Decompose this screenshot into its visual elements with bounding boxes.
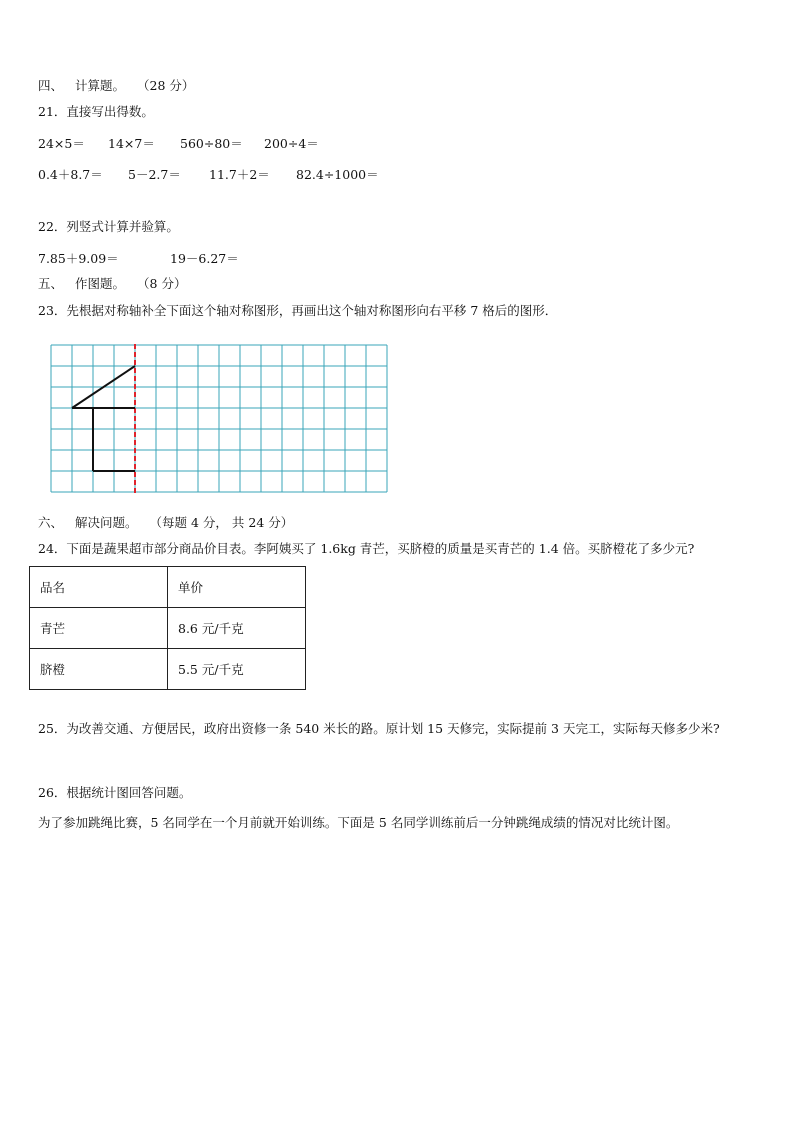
expression: 5－2.7＝ (128, 167, 181, 182)
expression: 14×7＝ (108, 136, 155, 151)
expression: 82.4÷1000＝ (296, 167, 379, 182)
q23-grid-figure (50, 344, 388, 496)
table-row (30, 649, 306, 690)
section-6-heading (38, 515, 293, 531)
expression: 200÷4＝ (264, 136, 319, 151)
section-5-number: 五、 (38, 276, 64, 291)
expression: 11.7＋2＝ (209, 167, 270, 182)
table-cell: 青芒 (30, 608, 168, 649)
expression: 7.85＋9.09＝ (38, 251, 119, 266)
table-row (30, 608, 306, 649)
section-5-title: 作图题。 (75, 276, 126, 291)
section-4-title: 计算题。 (75, 78, 126, 93)
table-header-cell: 品名 (30, 567, 168, 608)
q22-title: 22．列竖式计算并验算。 (38, 219, 179, 234)
table-cell: 8.6 元/千克 (168, 608, 306, 649)
q23-title: 23．先根据对称轴补全下面这个轴对称图形，再画出这个轴对称图形向右平移 7 格后的图形． (38, 303, 558, 318)
section-4-heading (38, 78, 194, 94)
section-5-score: （8 分） (137, 276, 187, 291)
section-6-number: 六、 (38, 515, 64, 530)
table-header-row (30, 567, 306, 608)
expression: 19－6.27＝ (170, 251, 239, 266)
grid-lines (51, 345, 387, 492)
section-5-heading (38, 276, 186, 292)
q24-title: 24．下面是蔬果超市部分商品价目表。李阿姨买了 1.6kg 青芒，买脐橙的质量是买青芒的 1.4 倍。买脐橙花了多少元? (38, 541, 695, 556)
section-4-score: （28 分） (137, 78, 195, 93)
q26-text: 为了参加跳绳比赛，5 名同学在一个月前就开始训练。下面是 5 名同学训练前后一分钟跳绳成绩的情况对比统计图。 (38, 815, 679, 830)
grid-drawing (50, 344, 388, 493)
q21-title: 21．直接写出得数。 (38, 104, 154, 119)
price-table (29, 566, 306, 690)
expression: 24×5＝ (38, 136, 85, 151)
section-4-number: 四、 (38, 78, 64, 93)
given-half-shape (72, 366, 135, 471)
table-header-cell: 单价 (168, 567, 306, 608)
q25-title: 25．为改善交通、方便居民，政府出资修一条 540 米长的路。原计划 15 天修完，实际提前 3 天完工，实际每天修多少米? (38, 721, 720, 736)
section-6-score: （每题 4 分， 共 24 分） (149, 515, 294, 530)
table-cell: 脐橙 (30, 649, 168, 690)
expression: 0.4＋8.7＝ (38, 167, 103, 182)
section-6-title: 解决问题。 (75, 515, 138, 530)
expression: 560÷80＝ (180, 136, 243, 151)
table-cell: 5.5 元/千克 (168, 649, 306, 690)
q26-title: 26．根据统计图回答问题。 (38, 785, 192, 800)
